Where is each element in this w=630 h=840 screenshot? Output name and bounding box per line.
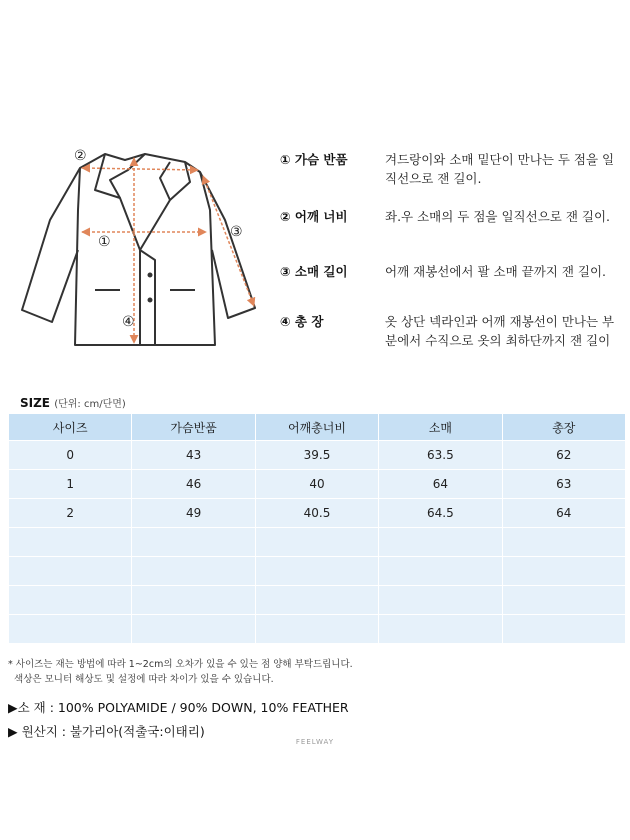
note-color: 색상은 모니터 해상도 및 설정에 따라 차이가 있을 수 있습니다. bbox=[8, 674, 274, 685]
table-cell bbox=[502, 557, 625, 586]
table-row bbox=[9, 470, 626, 499]
table-cell: 2 bbox=[9, 499, 132, 528]
shoulder-arrow bbox=[82, 168, 198, 170]
table-cell bbox=[132, 615, 255, 644]
watermark: FEELWAY bbox=[295, 738, 335, 746]
measure-shoulder-desc: 좌.우 소매의 두 점을 일직선으로 잰 길이. bbox=[385, 209, 610, 224]
table-cell bbox=[502, 528, 625, 557]
size-unit: (단위: cm/단면) bbox=[54, 399, 126, 410]
table-cell: 40 bbox=[255, 470, 378, 499]
table-row bbox=[9, 557, 626, 586]
table-cell bbox=[379, 557, 502, 586]
table-cell: 40.5 bbox=[255, 499, 378, 528]
table-cell bbox=[379, 528, 502, 557]
size-title: SIZE bbox=[20, 396, 51, 410]
table-cell bbox=[132, 557, 255, 586]
table-cell: 1 bbox=[9, 470, 132, 499]
table-cell: 64 bbox=[379, 470, 502, 499]
table-cell: 63 bbox=[502, 470, 625, 499]
marker-4: ④ bbox=[122, 314, 135, 330]
measure-sleeve-desc: 어깨 재봉선에서 팔 소매 끝까지 잰 길이. bbox=[385, 264, 607, 279]
size-table bbox=[8, 413, 626, 644]
measure-length-desc: 옷 상단 넥라인과 어깨 재봉선이 만나는 부분에서 수직으로 옷의 최하단까지 잰 길이 bbox=[385, 314, 615, 348]
note-tolerance: * 사이즈는 재는 방법에 따라 1~2cm의 오차가 있을 수 있는 점 양해 부탁드립니다. bbox=[8, 659, 353, 670]
table-cell: 63.5 bbox=[379, 441, 502, 470]
header-shoulder: 어깨총너비 bbox=[255, 414, 378, 441]
table-cell: 64 bbox=[502, 499, 625, 528]
table-cell bbox=[9, 615, 132, 644]
table-cell bbox=[9, 528, 132, 557]
table-cell bbox=[502, 615, 625, 644]
measure-sleeve-label: ③ 소매 길이 bbox=[280, 264, 348, 279]
header-size: 사이즈 bbox=[9, 414, 132, 441]
table-cell bbox=[255, 586, 378, 615]
table-cell bbox=[502, 586, 625, 615]
measure-chest-desc: 겨드랑이와 소매 밑단이 만나는 두 점을 일직선으로 잰 길이. bbox=[385, 152, 615, 186]
measure-length-label: ④ 총 장 bbox=[280, 314, 324, 329]
marker-3: ③ bbox=[230, 224, 243, 240]
table-cell: 49 bbox=[132, 499, 255, 528]
table-cell bbox=[379, 615, 502, 644]
header-chest: 가슴반품 bbox=[132, 414, 255, 441]
table-cell bbox=[9, 586, 132, 615]
table-row bbox=[9, 528, 626, 557]
table-cell bbox=[132, 528, 255, 557]
table-row bbox=[9, 586, 626, 615]
table-cell bbox=[255, 557, 378, 586]
table-cell: 62 bbox=[502, 441, 625, 470]
measure-shoulder-label: ② 어깨 너비 bbox=[280, 209, 348, 224]
table-row bbox=[9, 441, 626, 470]
table-cell: 0 bbox=[9, 441, 132, 470]
spec-material-value: 100% POLYAMIDE / 90% DOWN, 10% FEATHER bbox=[57, 700, 349, 715]
measure-chest-label: ① 가슴 반품 bbox=[280, 152, 348, 167]
table-cell: 64.5 bbox=[379, 499, 502, 528]
table-cell: 43 bbox=[132, 441, 255, 470]
spec-origin-label: ▶ 원산지 : bbox=[8, 724, 66, 739]
size-heading bbox=[20, 395, 126, 410]
table-cell bbox=[255, 615, 378, 644]
jacket-measurement-diagram bbox=[10, 140, 280, 355]
table-row bbox=[9, 499, 626, 528]
jacket-outline bbox=[22, 154, 255, 345]
table-cell bbox=[255, 528, 378, 557]
table-cell bbox=[132, 586, 255, 615]
marker-2: ② bbox=[74, 148, 87, 164]
table-cell: 46 bbox=[132, 470, 255, 499]
table-cell bbox=[379, 586, 502, 615]
table-cell: 39.5 bbox=[255, 441, 378, 470]
spec-material-label: ▶소 재 : bbox=[8, 700, 54, 715]
marker-1: ① bbox=[98, 234, 111, 250]
header-length: 총장 bbox=[502, 414, 625, 441]
spec-material bbox=[8, 698, 349, 716]
table-row bbox=[9, 615, 626, 644]
table-cell bbox=[9, 557, 132, 586]
spec-origin-value: 불가리아(적출국:이태리) bbox=[69, 724, 205, 739]
header-sleeve: 소매 bbox=[379, 414, 502, 441]
table-header-row bbox=[9, 414, 626, 441]
